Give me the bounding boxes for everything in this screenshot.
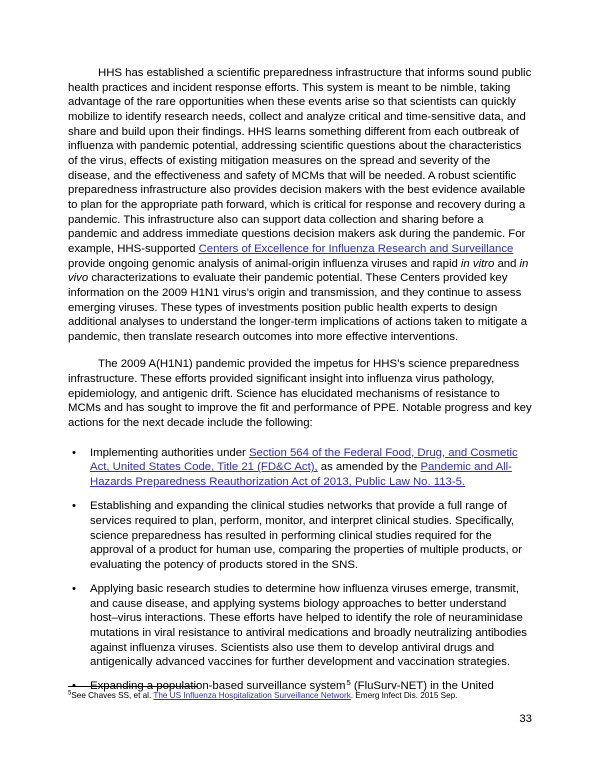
inline-hyperlink[interactable]: The US Influenza Hospitalization Surveillance Network bbox=[153, 691, 351, 700]
footnote-body bbox=[71, 691, 457, 700]
inline-hyperlink[interactable]: Section 564 of the Federal Food, Drug, and Cosmetic Act, United States Code, Title 21 (FD&C Act), bbox=[90, 446, 518, 474]
text-run: and bbox=[494, 257, 520, 270]
list-item-text bbox=[90, 447, 518, 488]
list-item-text bbox=[90, 583, 527, 668]
text-run: provide ongoing genomic analysis of animal-origin influenza viruses and rapid bbox=[68, 257, 461, 270]
bullet-marker-icon: • bbox=[72, 583, 76, 595]
list-item bbox=[68, 499, 532, 572]
text-run: Expanding a population-based surveillance system bbox=[90, 680, 346, 693]
inline-hyperlink[interactable]: Centers of Excellence for Influenza Research and Surveillance bbox=[198, 242, 514, 255]
list-item bbox=[68, 446, 532, 490]
paragraph-2 bbox=[68, 357, 532, 430]
page-number: 33 bbox=[519, 713, 532, 725]
footnote-section bbox=[68, 686, 532, 701]
inline-hyperlink[interactable]: Pandemic and All-Hazards Preparedness Reauthorization Act of 2013, Public Law No. 113-5. bbox=[90, 461, 512, 489]
italic-text: in vitro bbox=[460, 257, 495, 270]
list-item bbox=[68, 582, 532, 670]
text-run: characterizations to evaluate their pandemic potential. These Centers provided key information on the 2009 H1N1 virus’s origin and transmission, and they continue to assess emerging viruses. These types of investments position public health experts to design additional analyses to understand the longer-term implications of actions taken to mitigate a pandemic, then translate research outcomes into more effective interventions. bbox=[68, 272, 528, 343]
bullet-marker-icon: • bbox=[72, 500, 76, 513]
text-run: Applying basic research studies to determine how influenza viruses emerge, transmit, and cause disease, and applying systems biology approaches to better understand host–virus interactions. These efforts have helped to identify the role of neuraminidase mutations in viral resistance to antiviral medications and broadly neutralizing antibodies against influenza viruses. Scientists also use them to develop antiviral drugs and antigenically advanced vaccines for further development and vaccination strategies. bbox=[90, 583, 527, 669]
text-run: (FluSurv-NET) in the United bbox=[350, 680, 494, 693]
text-run: as amended by the bbox=[317, 461, 421, 474]
text-run: Implementing authorities under bbox=[90, 446, 249, 459]
text-run: The 2009 A(H1N1) pandemic provided the impetus for HHS’s science preparedness infrastructure. These efforts provided significant insight into influenza virus pathology, epidemiology, and antigenic drift. Science has elucidated mechanisms of resistance to MCMs and has sought to improve the fit and performance of PPE. Notable progress and key actions for the next decade include the following: bbox=[68, 358, 532, 430]
list-item-text bbox=[90, 500, 522, 571]
footnote-text bbox=[68, 690, 532, 701]
paragraph-1 bbox=[68, 66, 532, 344]
text-run: Establishing and expanding the clinical studies networks that provide a full range of services required to plan, perform, monitor, and interpret clinical studies. Specifically, science preparedness has resulted in performing clinical studies required for the approval of a product for human use, comparing the properties of multiple products, or evaluating the potency of products stored in the SNS. bbox=[90, 500, 522, 571]
bullet-marker-icon: • bbox=[72, 680, 76, 693]
text-run: . Emerg Infect Dis. 2015 Sep. bbox=[350, 691, 458, 700]
footnote-marker: 5 bbox=[68, 690, 72, 697]
footnote-separator-rule bbox=[68, 686, 198, 687]
text-run: See Chaves SS, et al. bbox=[71, 691, 154, 700]
italic-text: in vivo bbox=[68, 257, 529, 285]
bullet-marker-icon: • bbox=[72, 446, 76, 459]
text-run: HHS has established a scientific preparedness infrastructure that informs sound public health practices and incident response efforts. This system is meant to be nimble, taking advantage of the rare opportunities when these events arise so that scientists can quickly mobilize to identify research needs, collect and analyze critical and time-sensitive data, and share and build upon their findings. HHS learns something different from each outbreak of influenza with pandemic potential, addressing scientific questions about the characteristics of the virus, effects of existing mitigation measures on the spread and severity of the disease, and the effectiveness and safety of MCMs that will be needed. A robust scientific preparedness infrastructure also provides decision makers with the best evidence available to plan for the appropriate path forward, which is critical for response and recovery during a pandemic. This infrastructure also can support data collection and sharing before a pandemic and address immediate questions decision makers ask during the pandemic. For example, HHS-supported bbox=[68, 67, 532, 255]
footnote-reference[interactable]: 5 bbox=[346, 677, 351, 687]
